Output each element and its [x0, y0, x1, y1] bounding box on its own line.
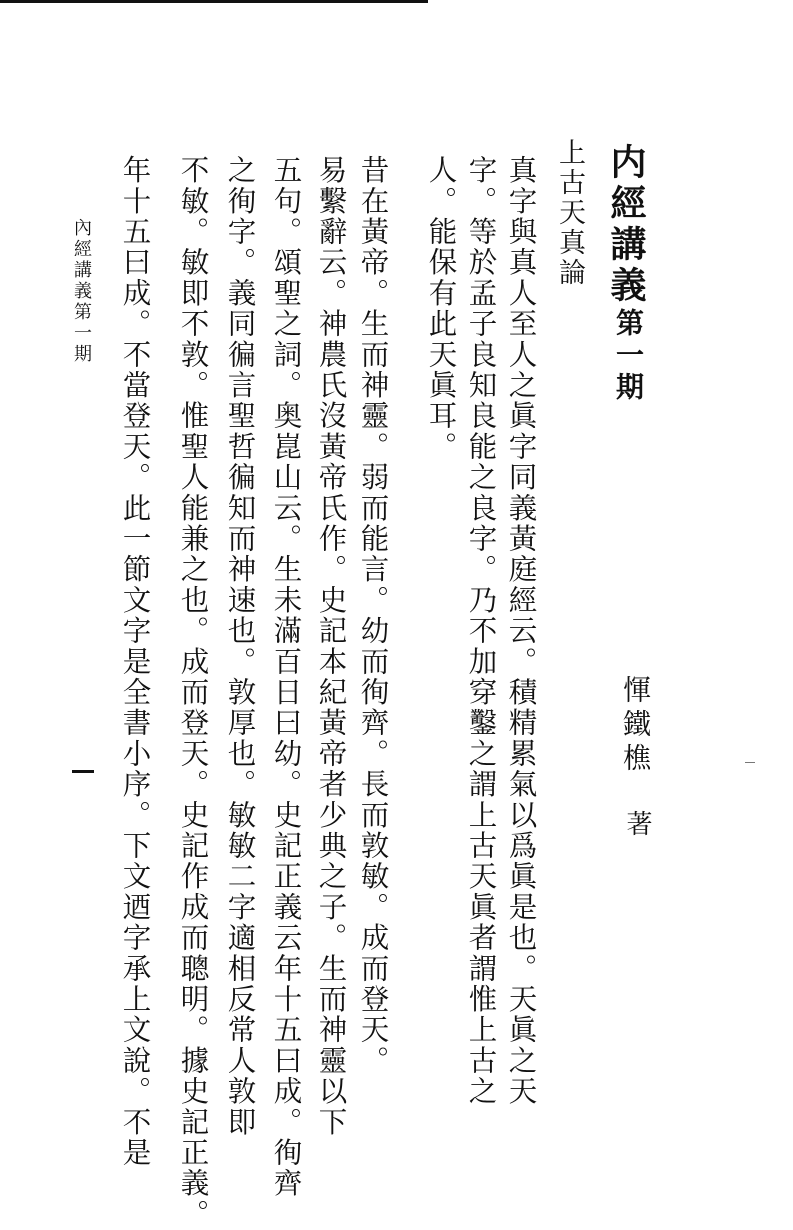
running-title: 內經講義第一期	[71, 218, 92, 365]
body-column-9: 年十五曰成。不當登天。此一節文字是全書小序。下文迺字承上文說。不是	[118, 155, 152, 1169]
page-number	[72, 770, 94, 773]
body-column-6: 五句。頌聖之詞。奥崑山云。生未滿百日曰幼。史記正義云年十五曰成。徇齊	[269, 155, 303, 1199]
page-number-text	[72, 770, 73, 771]
top-border-line	[0, 0, 428, 3]
body-column-3: 人。能保有此天眞耳。	[424, 155, 458, 462]
stray-mark	[745, 762, 755, 763]
issue-label: 第一期	[612, 308, 645, 404]
body-column-1: 真字與真人至人之眞字同義黃庭經云。積精累氣以爲眞是也。天眞之天	[504, 155, 538, 1107]
body-column-7: 之徇字。義同徧言聖哲徧知而神速也。敦厚也。敏敏二字適相反常人敦即	[223, 155, 257, 1138]
body-column-4: 昔在黃帝。生而神靈。弱而能言。幼而徇齊。長而敦敏。成而登天。	[356, 155, 390, 1076]
section-heading: 上古天真論	[554, 138, 585, 288]
body-column-8: 不敏。敏即不敦。惟聖人能兼之也。成而登天。史記作成而聰明。據史記正義。	[176, 155, 210, 1230]
author-suffix: 著	[622, 810, 652, 836]
body-column-2: 字。等於孟子良知良能之良字。乃不加穿鑿之謂上古天眞者謂惟上古之	[464, 155, 498, 1107]
body-column-5: 易繫辭云。神農氏沒黃帝氏作。史記本紀黃帝者少典之子。生而神靈以下	[314, 155, 348, 1138]
author-name: 惲鐵樵	[619, 675, 652, 777]
book-title: 内經講義	[605, 143, 647, 307]
